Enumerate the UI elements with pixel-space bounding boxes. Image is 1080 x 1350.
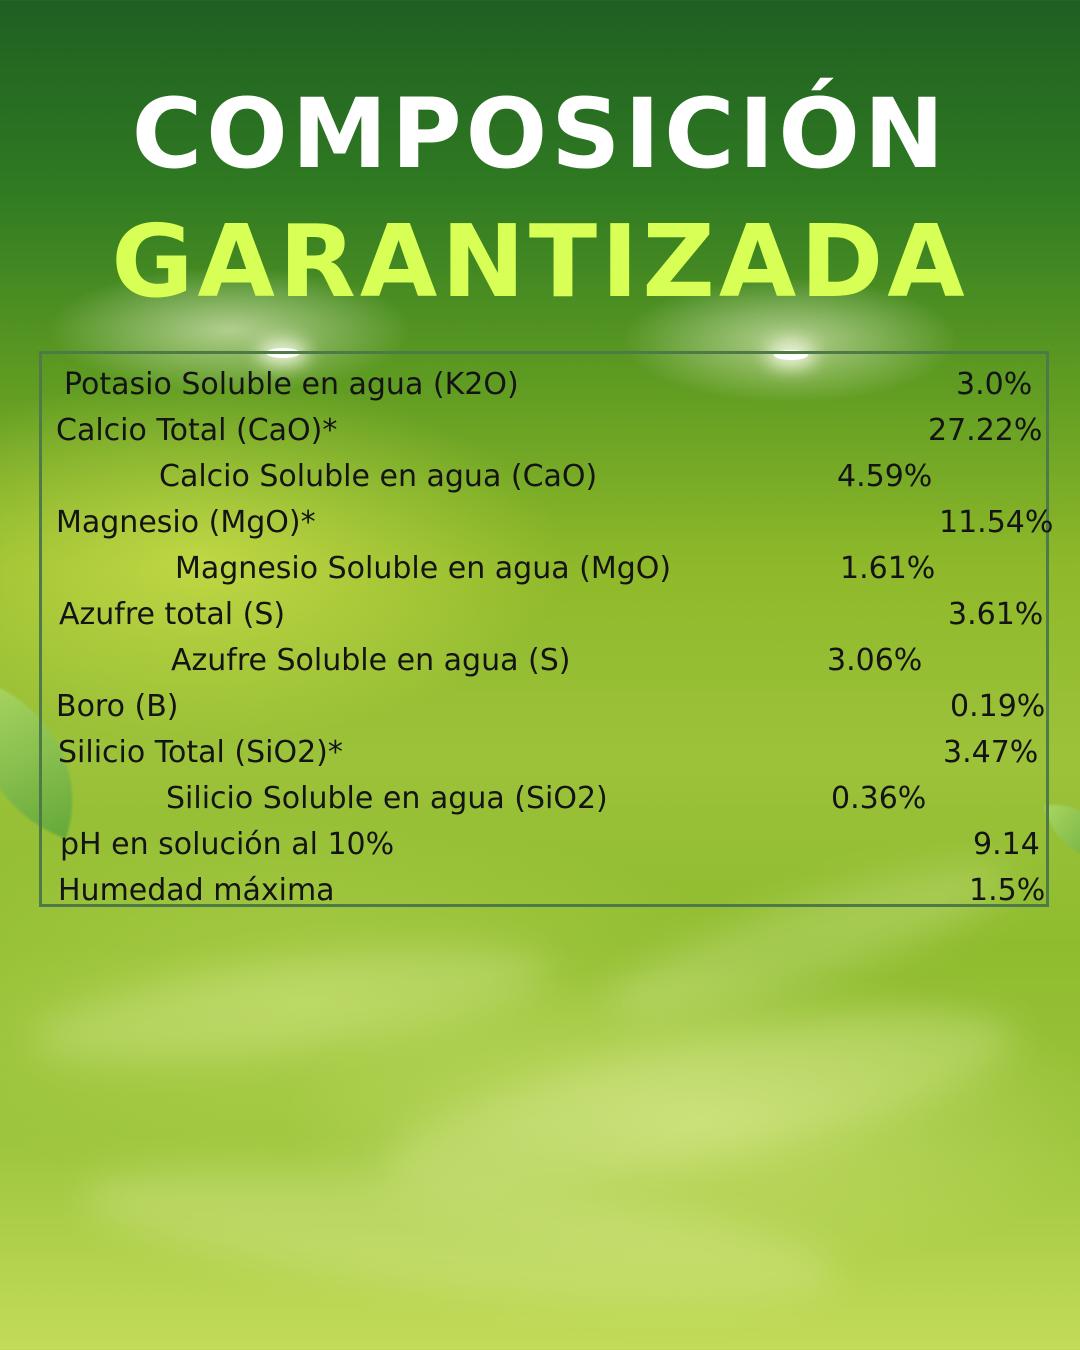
row-value-humedad: 1.5% [969,873,1046,908]
background-cloud [26,924,553,1085]
row-value-silicio-soluble: 0.36% [831,781,927,816]
row-label-silicio-soluble: Silicio Soluble en agua (SiO2) [166,781,608,816]
row-value-azufre-total: 3.61% [948,597,1044,632]
row-label-magnesio-soluble: Magnesio Soluble en agua (MgO) [175,551,672,586]
row-value-potasio: 3.0% [956,367,1033,402]
title-line-1: COMPOSICIÓN [131,78,949,190]
composition-table [39,351,1054,908]
row-value-boro: 0.19% [950,689,1046,724]
row-value-ph: 9.14 [973,827,1040,862]
row-label-azufre-total: Azufre total (S) [59,597,286,632]
title-line-2: GARANTIZADA [111,203,969,320]
row-label-humedad: Humedad máxima [58,873,335,908]
row-value-calcio-total: 27.22% [928,413,1043,448]
row-label-calcio-total: Calcio Total (CaO)* [56,413,338,448]
row-value-magnesio: 11.54% [939,505,1054,540]
row-label-boro: Boro (B) [56,689,179,724]
row-label-potasio: Potasio Soluble en agua (K2O) [64,367,519,402]
row-value-calcio-soluble: 4.59% [837,459,933,494]
row-value-magnesio-soluble: 1.61% [840,551,936,586]
leaf-decoration-right [1045,795,1080,868]
row-label-calcio-soluble: Calcio Soluble en agua (CaO) [159,459,598,494]
row-label-azufre-soluble: Azufre Soluble en agua (S) [171,643,571,678]
row-label-silicio-total: Silicio Total (SiO2)* [58,735,343,770]
row-value-silicio-total: 3.47% [943,735,1039,770]
row-label-ph: pH en solución al 10% [60,827,395,862]
row-value-azufre-soluble: 3.06% [827,643,923,678]
row-label-magnesio: Magnesio (MgO)* [56,505,316,540]
